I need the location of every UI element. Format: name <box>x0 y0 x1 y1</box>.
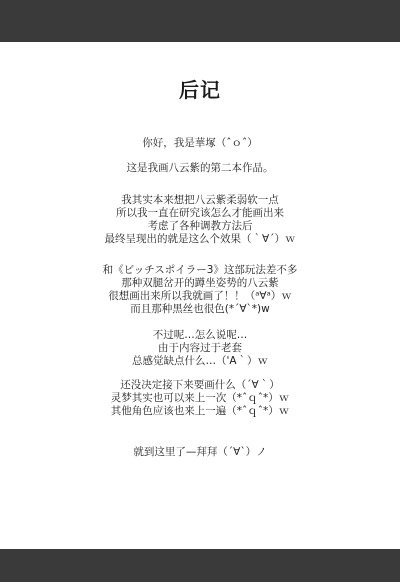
paragraph-farewell <box>0 446 400 459</box>
text-line: 我其实本来想把八云紫柔弱软一点 <box>121 194 279 206</box>
text-line: 考虑了各种调教方法后 <box>147 220 253 232</box>
paragraph-doubts <box>0 329 400 368</box>
text-line: 由于内容过于老套 <box>158 342 242 354</box>
text-line: 所以我一直在研究该怎么才能画出来 <box>116 207 284 219</box>
text-line: 这是我画八云紫的第二本作品。 <box>126 162 274 174</box>
text-line: 其他角色应该也来上一遍（*ˆｑˆ*）ｗ <box>110 405 290 417</box>
paragraph-reference <box>0 264 400 316</box>
text-line: 那种双腿岔开的蹲坐姿势的八云紫 <box>121 277 279 289</box>
text-line: 而且那种黑丝也很色(*´∀`*)w <box>130 303 270 315</box>
text-line: 就到这里了—拜拜（´∀`）ノ <box>133 446 267 458</box>
text-line: 很想画出来所以我就画了！！（ᵃ∀ᵃ）ｗ <box>108 290 292 302</box>
paragraph-intent <box>0 194 400 246</box>
text-line: 灵梦其实也可以来上一次（*ˆｑˆ*）ｗ <box>110 392 290 404</box>
text-line: 你好，我是華塚（ˆｏˆ） <box>142 137 258 149</box>
text-line: 最终呈现出的就是这么个效果（｀∀´）ｗ <box>104 233 296 245</box>
afterword-page <box>0 42 400 549</box>
text-line: 总感觉缺点什么…（'A｀）ｗ <box>131 355 269 367</box>
bottom-dark-border <box>0 549 400 582</box>
paragraph-greeting <box>0 137 400 150</box>
text-line: 不过呢…怎么说呢… <box>152 329 248 341</box>
paragraph-second-work <box>0 162 400 175</box>
text-line: 还没决定接下来要画什么（´∀｀） <box>120 379 280 391</box>
top-dark-border <box>0 0 400 42</box>
page-title: 后记 <box>179 78 221 102</box>
text-line: 和《ビッチスポイラー3》这部玩法差不多 <box>102 264 298 276</box>
paragraph-future-plans <box>0 379 400 418</box>
